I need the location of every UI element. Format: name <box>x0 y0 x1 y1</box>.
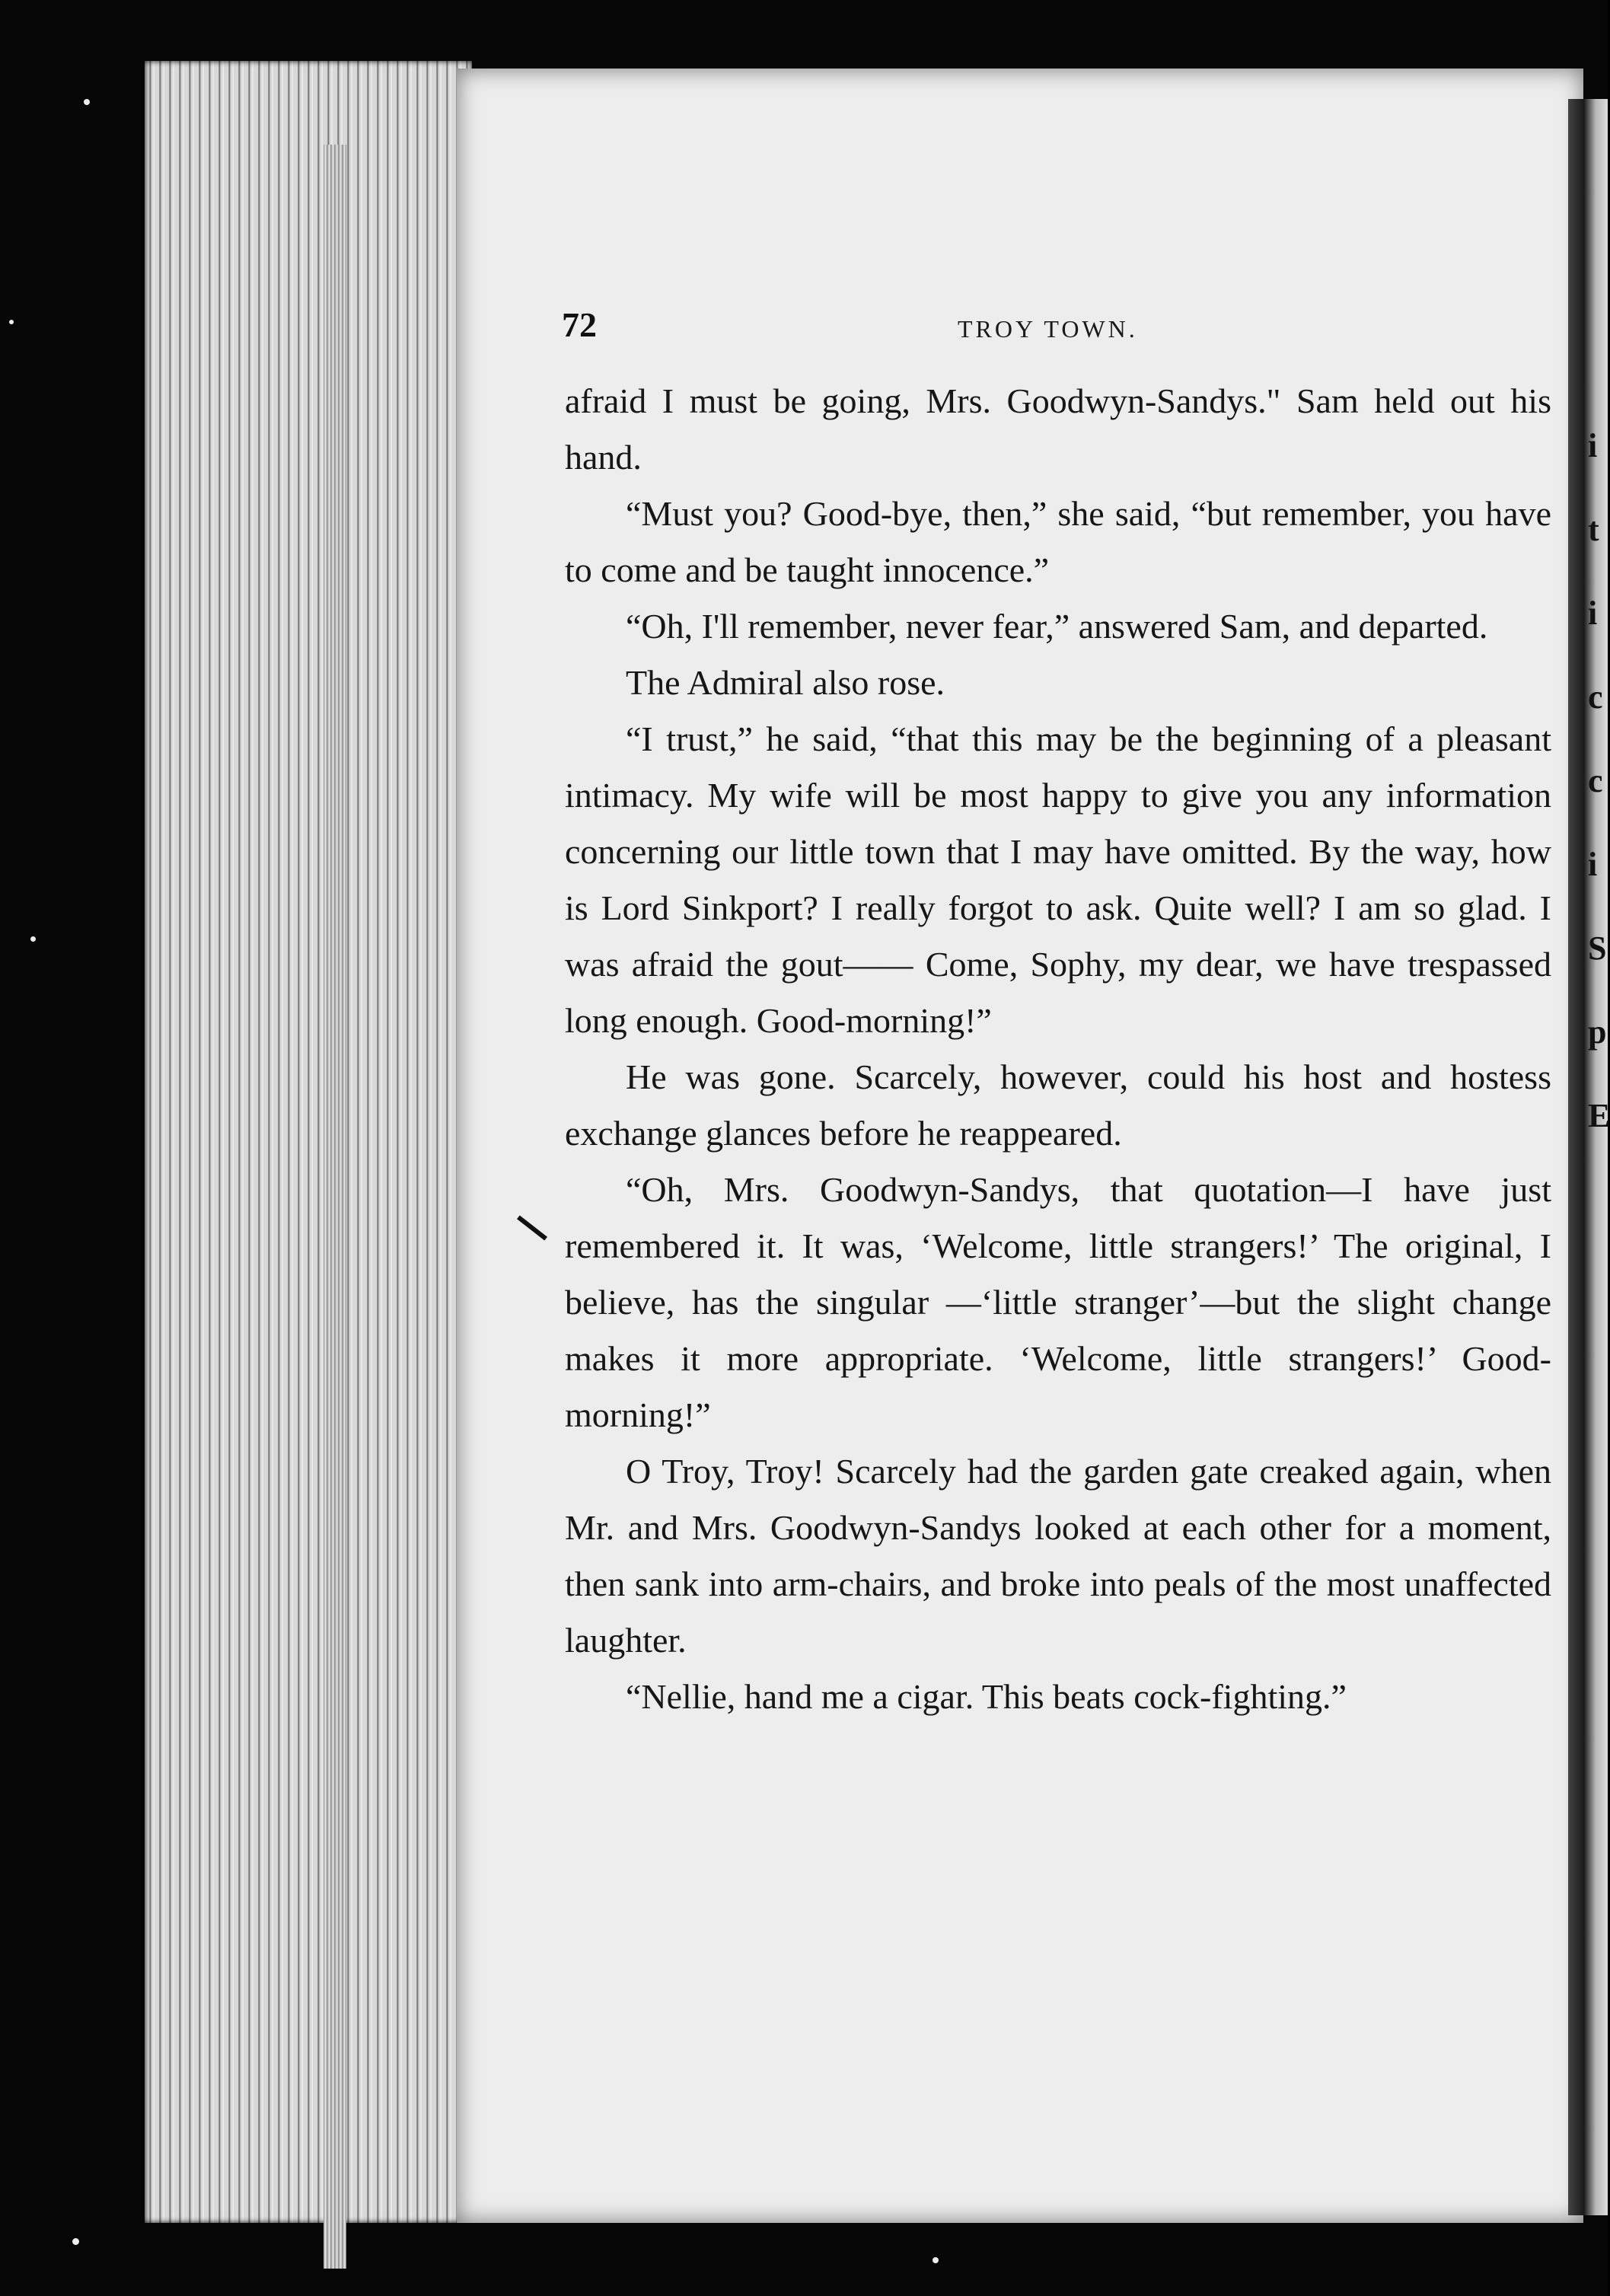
paragraph: “Oh, I'll remember, never fear,” answered Sam, and departed. <box>626 607 1488 646</box>
facing-letter: c <box>1588 762 1603 799</box>
facing-letter: t <box>1588 511 1599 548</box>
paragraph: The Admiral also rose. <box>626 663 945 702</box>
page-edges <box>145 61 472 2223</box>
scan-speck <box>72 2238 79 2245</box>
facing-letter: i <box>1588 846 1598 883</box>
scan-speck <box>933 2257 939 2263</box>
paragraph: “Nellie, hand me a cigar. This beats cock-fighting.” <box>626 1677 1347 1716</box>
facing-letter: c <box>1588 678 1603 716</box>
facing-letter: i <box>1588 595 1598 632</box>
facing-letter: S <box>1588 930 1607 967</box>
paragraph: “I trust,” he said, “that this may be the beginning of a pleasant intimacy. My wife will be most happy to give you any information concerning our little town that I may have omitted. By the way, how is Lord Sinkport? I really forgot to ask. Quite well? I am so glad. I was afraid the gout—— Come, Sophy, my dear, we have trespassed long enough. Good-morning!” <box>565 719 1551 1040</box>
paragraph: “Oh, Mrs. Goodwyn-Sandys, that quotation—I have just remembered it. It was, ‘Welcome, little strangers!’ The original, I believe, has the singular —‘little stranger’—but the slight change makes it more appropriate. ‘Welcome, little strangers!’ Good-morning!” <box>565 1170 1551 1434</box>
scan-speck <box>30 936 36 942</box>
page-edge-band <box>324 145 346 2269</box>
body-text <box>565 373 1551 1725</box>
facing-letter: p <box>1588 1013 1607 1051</box>
paragraph: afraid I must be going, Mrs. Goodwyn-Sandys." Sam held out his hand. <box>565 381 1551 477</box>
paragraph: He was gone. Scarcely, however, could his host and hostess exchange glances before he reappeared. <box>565 1057 1551 1153</box>
paragraph: O Troy, Troy! Scarcely had the garden gate creaked again, when Mr. and Mrs. Goodwyn-Sandys looked at each other for a moment, then sank into arm-chairs, and broke into peals of the most unaffected laughter. <box>565 1452 1551 1660</box>
running-head <box>562 305 1551 358</box>
scan-speck <box>84 99 90 105</box>
facing-letter: i <box>1588 427 1598 464</box>
scan-speck <box>9 320 14 324</box>
paragraph: “Must you? Good-bye, then,” she said, “but remember, you have to come and be taught innocence.” <box>565 494 1551 589</box>
facing-page-letters <box>1588 426 1608 1180</box>
book-title: TROY TOWN. <box>958 315 1138 343</box>
facing-letter: E <box>1588 1097 1610 1134</box>
page-number: 72 <box>562 305 597 344</box>
